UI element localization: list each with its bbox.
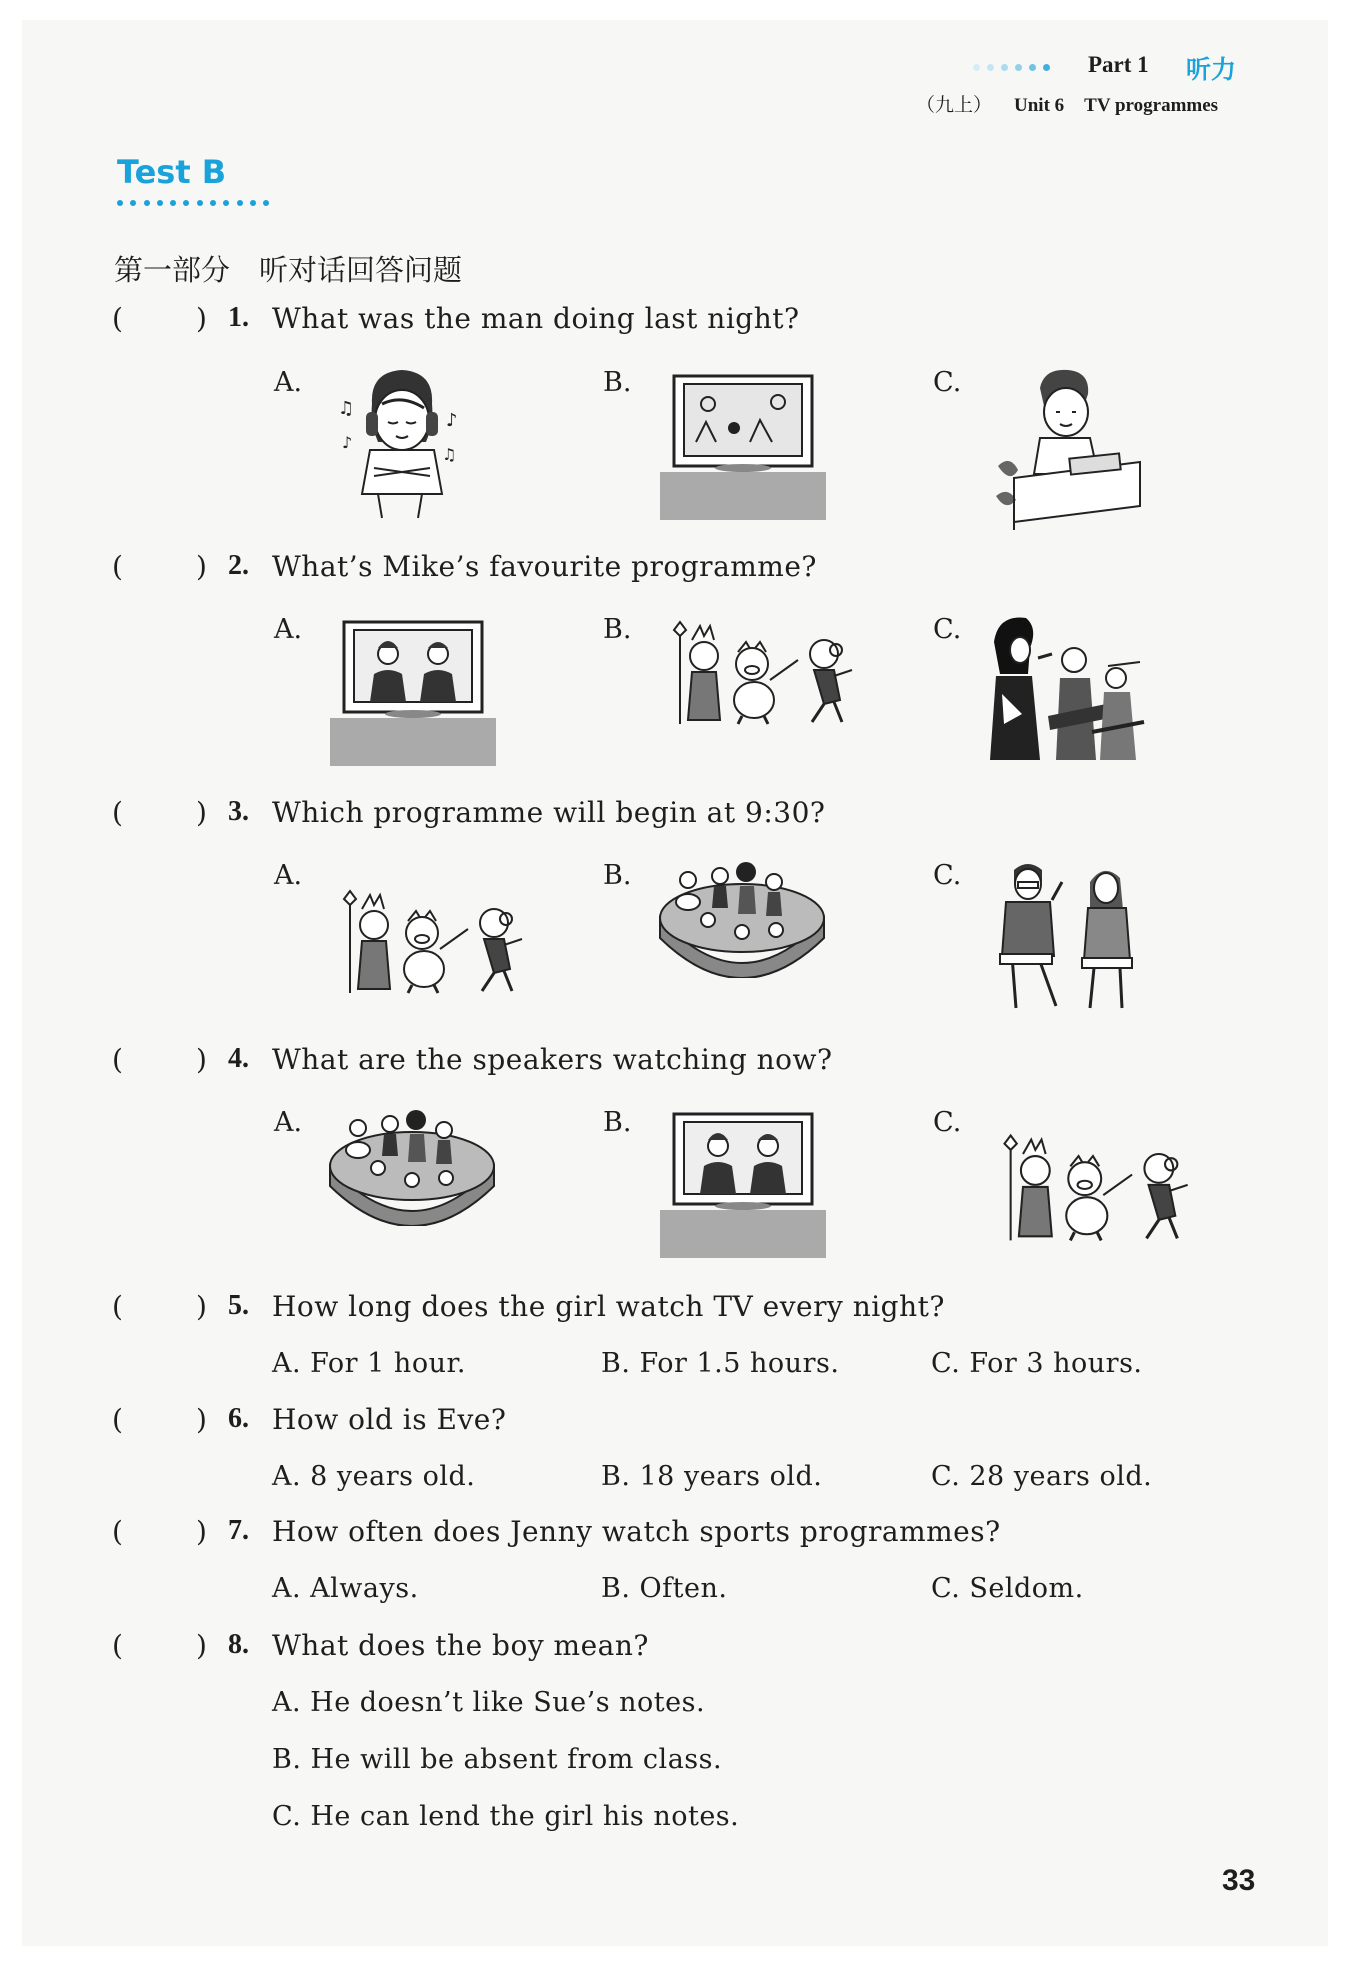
question-text: What are the speakers watching now? bbox=[272, 1043, 833, 1076]
answer-paren-right: ) bbox=[196, 1515, 207, 1548]
svg-text:♪: ♪ bbox=[342, 433, 353, 452]
tv-news-presenters-picture bbox=[330, 618, 496, 766]
header-grade: （九上） bbox=[916, 95, 993, 116]
band-on-stage-picture bbox=[328, 1106, 496, 1226]
svg-text:♫: ♫ bbox=[442, 445, 457, 464]
question-text: What was the man doing last night? bbox=[272, 302, 800, 335]
option-c: C. He can lend the girl his notes. bbox=[272, 1801, 740, 1832]
title-dot bbox=[197, 200, 203, 206]
answer-paren-left[interactable]: ( bbox=[112, 302, 123, 335]
option-letter-b: B. bbox=[603, 860, 632, 891]
title-dot bbox=[263, 200, 269, 206]
option-a: A. Always. bbox=[272, 1573, 419, 1604]
option-letter-a: A. bbox=[274, 860, 303, 891]
header-dot bbox=[973, 64, 980, 71]
title-dot bbox=[157, 200, 163, 206]
question-3 bbox=[112, 796, 1262, 836]
title-dot bbox=[170, 200, 176, 206]
test-title: Test B bbox=[117, 153, 227, 191]
tv-football-match-picture bbox=[660, 372, 826, 520]
option-b: B. Often. bbox=[601, 1573, 728, 1604]
option-a: A. 8 years old. bbox=[272, 1461, 476, 1492]
question-number: 4. bbox=[228, 1043, 249, 1074]
question-number: 3. bbox=[228, 796, 249, 827]
question-4 bbox=[112, 1043, 1262, 1083]
cartoon-characters-picture bbox=[658, 620, 864, 730]
header-topic: TV programmes bbox=[1084, 95, 1219, 116]
answer-paren-left[interactable]: ( bbox=[112, 1290, 123, 1323]
answer-paren-right: ) bbox=[196, 302, 207, 335]
question-text: Which programme will begin at 9:30? bbox=[272, 796, 826, 829]
title-dot bbox=[250, 200, 256, 206]
title-underline-dots bbox=[117, 200, 269, 206]
option-b: B. For 1.5 hours. bbox=[601, 1348, 840, 1379]
question-text: How often does Jenny watch sports programmes? bbox=[272, 1515, 1001, 1548]
answer-paren-right: ) bbox=[196, 550, 207, 583]
title-dot bbox=[223, 200, 229, 206]
section-title: 第一部分 听对话回答问题 bbox=[114, 253, 463, 287]
rock-band-concert-picture bbox=[988, 614, 1148, 760]
question-text: How long does the girl watch TV every night? bbox=[272, 1290, 945, 1323]
answer-paren-right: ) bbox=[196, 1043, 207, 1076]
option-letter-b: B. bbox=[603, 1107, 632, 1138]
header-dot bbox=[987, 64, 994, 71]
answer-paren-left[interactable]: ( bbox=[112, 1629, 123, 1662]
answer-paren-left[interactable]: ( bbox=[112, 796, 123, 829]
question-2 bbox=[112, 550, 1262, 590]
header-dot bbox=[1043, 64, 1050, 71]
question-number: 1. bbox=[228, 302, 249, 333]
boy-listening-to-music-picture bbox=[330, 364, 470, 522]
title-dot bbox=[183, 200, 189, 206]
title-dot bbox=[117, 200, 123, 206]
cartoon-characters-picture bbox=[328, 876, 534, 1012]
answer-paren-left[interactable]: ( bbox=[112, 1043, 123, 1076]
cartoon-characters-picture bbox=[988, 1124, 1200, 1256]
answer-paren-left[interactable]: ( bbox=[112, 550, 123, 583]
answer-paren-right: ) bbox=[196, 796, 207, 829]
header-dots bbox=[973, 64, 1050, 71]
tv-news-presenters-picture bbox=[660, 1110, 826, 1258]
option-letter-a: A. bbox=[274, 614, 303, 645]
option-a: A. He doesn’t like Sue’s notes. bbox=[272, 1687, 706, 1718]
title-dot bbox=[237, 200, 243, 206]
question-5 bbox=[112, 1290, 1262, 1330]
title-dot bbox=[130, 200, 136, 206]
option-letter-a: A. bbox=[274, 367, 303, 398]
option-b: B. He will be absent from class. bbox=[272, 1744, 723, 1775]
option-letter-c: C. bbox=[933, 1107, 962, 1138]
option-letter-b: B. bbox=[603, 614, 632, 645]
answer-paren-left[interactable]: ( bbox=[112, 1515, 123, 1548]
title-dot bbox=[210, 200, 216, 206]
question-number: 6. bbox=[228, 1403, 249, 1434]
question-1 bbox=[112, 302, 1262, 342]
svg-text:♫: ♫ bbox=[338, 398, 355, 419]
answer-paren-right: ) bbox=[196, 1629, 207, 1662]
option-a: A. For 1 hour. bbox=[272, 1348, 466, 1379]
question-7 bbox=[112, 1515, 1262, 1555]
question-text: How old is Eve? bbox=[272, 1403, 507, 1436]
boy-reading-at-desk-picture bbox=[990, 366, 1142, 532]
question-6 bbox=[112, 1403, 1262, 1443]
answer-paren-right: ) bbox=[196, 1403, 207, 1436]
header-dot bbox=[1001, 64, 1008, 71]
question-number: 7. bbox=[228, 1515, 249, 1546]
header-section-label: 听力 bbox=[1186, 55, 1237, 84]
band-on-stage-picture bbox=[658, 858, 826, 978]
option-c: C. For 3 hours. bbox=[931, 1348, 1143, 1379]
header-dot bbox=[1029, 64, 1036, 71]
page-number: 33 bbox=[1222, 1864, 1256, 1897]
header-subtitle bbox=[916, 90, 1218, 117]
option-letter-b: B. bbox=[603, 367, 632, 398]
header-part: Part 1 bbox=[1088, 52, 1149, 77]
question-number: 2. bbox=[228, 550, 249, 581]
option-c: C. 28 years old. bbox=[931, 1461, 1153, 1492]
question-number: 5. bbox=[228, 1290, 249, 1321]
option-letter-a: A. bbox=[274, 1107, 303, 1138]
answer-paren-left[interactable]: ( bbox=[112, 1403, 123, 1436]
svg-text:♪: ♪ bbox=[446, 410, 458, 431]
header-dot bbox=[1015, 64, 1022, 71]
option-letter-c: C. bbox=[933, 860, 962, 891]
option-c: C. Seldom. bbox=[931, 1573, 1084, 1604]
answer-paren-right: ) bbox=[196, 1290, 207, 1323]
question-text: What’s Mike’s favourite programme? bbox=[272, 550, 817, 583]
title-dot bbox=[144, 200, 150, 206]
header-unit: Unit 6 bbox=[1014, 95, 1065, 116]
option-b: B. 18 years old. bbox=[601, 1461, 823, 1492]
question-text: What does the boy mean? bbox=[272, 1629, 649, 1662]
option-letter-c: C. bbox=[933, 614, 962, 645]
question-number: 8. bbox=[228, 1629, 249, 1660]
talk-show-picture bbox=[994, 860, 1146, 1010]
option-letter-c: C. bbox=[933, 367, 962, 398]
question-8 bbox=[112, 1629, 1262, 1669]
